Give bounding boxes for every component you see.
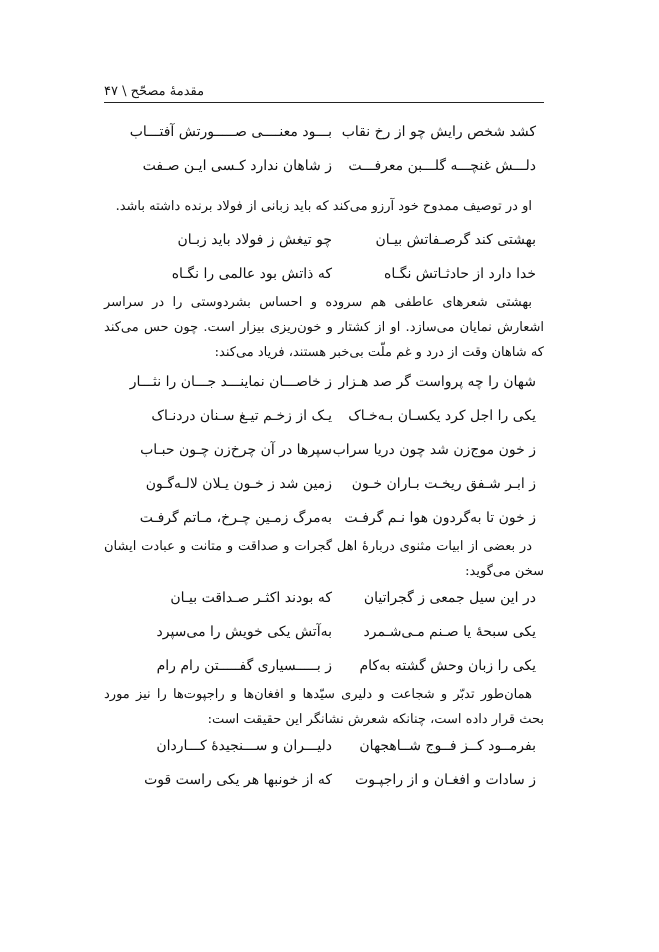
couplet-row: [104, 732, 544, 766]
hemistich-right: شهان را چه پرواست گر صد هـزار: [338, 374, 536, 390]
hemistich-left: که بودند اکثـر صـداقت بیـان: [170, 590, 332, 606]
hemistich-left: بـــود معنــــی صـــــورتش آفتـــاب: [129, 124, 332, 140]
hemistich-right: بفرمــود کــز فــوج شــاهجهان: [359, 738, 536, 754]
couplet-row: [104, 260, 544, 294]
paragraph-1: او در توصیف ممدوح خود آرزو می‌کند که باید زبانی از فولاد برنده داشته باشد.: [115, 199, 532, 214]
hemistich-left: چو تیغش ز فولاد باید زبـان: [177, 232, 332, 248]
couplet-row: [104, 118, 544, 152]
hemistich-left: دلیـــران و ســـنجیدهٔ کـــاردان: [156, 738, 332, 754]
hemistich-left: ز بـــــسیاری گفـــــتن رام رام: [156, 658, 332, 674]
hemistich-right: در این سیل جمعی ز گجراتیان: [363, 590, 536, 606]
hemistich-left: ز شاهان ندارد کـسی ایـن صـفت: [142, 158, 332, 174]
hemistich-right: ز سادات و افغـان و از راجپـوت: [355, 772, 536, 788]
couplet-row: [104, 584, 544, 618]
hemistich-left: ز خاصـــان نماینـــد جـــان را نثـــار: [129, 374, 332, 390]
hemistich-right: ز ابـر شـفق ریخـت بـاران خـون: [351, 476, 536, 492]
couplet-row: [104, 766, 544, 800]
couplet-block-1: [104, 118, 544, 186]
hemistich-right: یکی سبحهٔ یا صـنم مـی‌شـمرد: [363, 624, 536, 640]
hemistich-right: کشد شخص رایش چو از رخ نقاب: [341, 124, 536, 140]
hemistich-left: به‌مرگ زمـین چـرخ، مـاتم گرفـت: [139, 510, 332, 526]
couplet-block-2: [104, 226, 544, 294]
hemistich-left: یـک از زخـم تیـغ سـنان دردنـاک: [151, 408, 332, 424]
hemistich-left: که از خونبها هر یکی راست قوت: [144, 772, 332, 788]
paragraph-4: همان‌طور تدبّر و شجاعت و دلیری سیّدها و افغان‌ها و راجپوت‌ها را نیز مورد بحث قرار داده است، چنانکه شعرش نشانگر این حقیقت است:: [104, 687, 544, 727]
hemistich-right: دلـــش غنچـــه گلـــبن معرفـــت: [348, 158, 536, 174]
couplet-row: [104, 504, 544, 538]
couplet-row: [104, 402, 544, 436]
hemistich-right: یکی را اجل کرد یکسـان بـه‌خـاک: [348, 408, 536, 424]
hemistich-right: یکی را زبان وحش گشته به‌کام: [359, 658, 536, 674]
couplet-block-4: [104, 584, 544, 686]
couplet-row: [104, 226, 544, 260]
page-header: [104, 84, 544, 103]
hemistich-left: به‌آتش یکی خویش را می‌سپرد: [156, 624, 332, 640]
couplet-row: [104, 152, 544, 186]
couplet-row: [104, 470, 544, 504]
couplet-row: [104, 618, 544, 652]
hemistich-left: که ذاتش بود عالمی را نگـاه: [171, 266, 332, 282]
hemistich-right: ز خون موج‌زن شد چون دریا سراب: [332, 442, 536, 458]
couplet-block-3: [104, 368, 544, 538]
paragraph-2: بهشتی شعرهای عاطفی هم سروده و احساس بشردوستی را در سراسر اشعارش نمایان می‌سازد. او از کشتار و خون‌ریزی بیزار است. چون حس می‌کند که شاهان وقت از درد و غم ملّت بی‌خبر هستند، فریاد می‌کند:: [104, 295, 544, 360]
hemistich-right: خدا دارد از حادثـاتش نگـاه: [384, 266, 536, 282]
hemistich-left: زمین شد ز خـون یـلان لالـه‌گـون: [145, 476, 332, 492]
couplet-block-5: [104, 732, 544, 800]
paragraph-3: در بعضی از ابیات مثنوی دربارهٔ اهل گجرات و صداقت و متانت و عبادت ایشان سخن می‌گوید:: [104, 539, 544, 579]
couplet-row: [104, 652, 544, 686]
hemistich-right: بهشتی کند گرصـفاتش بیـان: [375, 232, 536, 248]
hemistich-right: ز خون تا به‌گردون هوا نـم گرفـت: [344, 510, 536, 526]
page-label: مقدمهٔ مصحّح \ ۴۷: [104, 84, 205, 99]
couplet-row: [104, 436, 544, 470]
couplet-row: [104, 368, 544, 402]
hemistich-left: سپرها در آن چرخ‌زن چـون حبـاب: [140, 442, 332, 458]
